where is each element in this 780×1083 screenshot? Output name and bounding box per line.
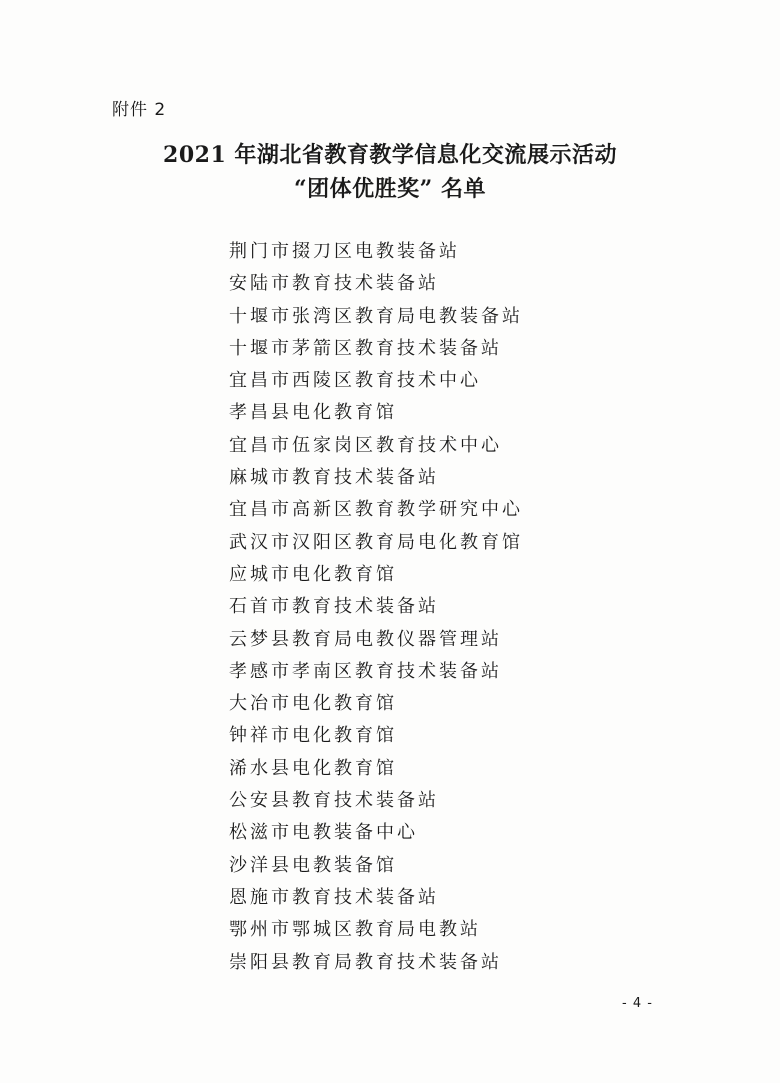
document-title	[0, 138, 780, 206]
title-line-2: “团体优胜奖” 名单	[294, 176, 486, 202]
list-item: 十堰市张湾区教育局电教装备站	[229, 305, 523, 327]
list-item: 武汉市汉阳区教育局电化教育馆	[229, 531, 523, 553]
list-item: 应城市电化教育馆	[229, 563, 397, 585]
list-item: 恩施市教育技术装备站	[229, 886, 439, 908]
list-item: 大冶市电化教育馆	[229, 693, 397, 715]
organization-list	[229, 236, 523, 979]
list-item: 宜昌市高新区教育教学研究中心	[229, 499, 523, 521]
list-item: 荆门市掇刀区电教装备站	[229, 241, 460, 262]
list-item: 安陆市教育技术装备站	[229, 273, 439, 295]
list-item: 崇阳县教育局教育技术装备站	[229, 951, 502, 973]
list-item: 松滋市电教装备中心	[229, 822, 418, 844]
list-item: 孝昌县电化教育馆	[229, 402, 397, 424]
list-item: 公安县教育技术装备站	[229, 790, 439, 812]
list-item: 浠水县电化教育馆	[229, 757, 397, 779]
list-item: 鄂州市鄂城区教育局电教站	[229, 919, 481, 941]
list-item: 麻城市教育技术装备站	[229, 467, 439, 489]
list-item: 云梦县教育局电教仪器管理站	[229, 628, 502, 650]
list-item: 宜昌市伍家岗区教育技术中心	[229, 434, 502, 456]
list-item: 石首市教育技术装备站	[229, 596, 439, 618]
page-number: - 4 -	[622, 996, 653, 1011]
list-item: 沙洋县电教装备馆	[229, 854, 397, 876]
attachment-label: 附件 2	[112, 100, 167, 120]
list-item: 十堰市茅箭区教育技术装备站	[229, 337, 502, 359]
title-line-1: 2021 年湖北省教育教学信息化交流展示活动	[163, 142, 617, 168]
list-item: 孝感市孝南区教育技术装备站	[229, 660, 502, 682]
list-item: 钟祥市电化教育馆	[229, 725, 397, 747]
list-item: 宜昌市西陵区教育技术中心	[229, 370, 481, 392]
